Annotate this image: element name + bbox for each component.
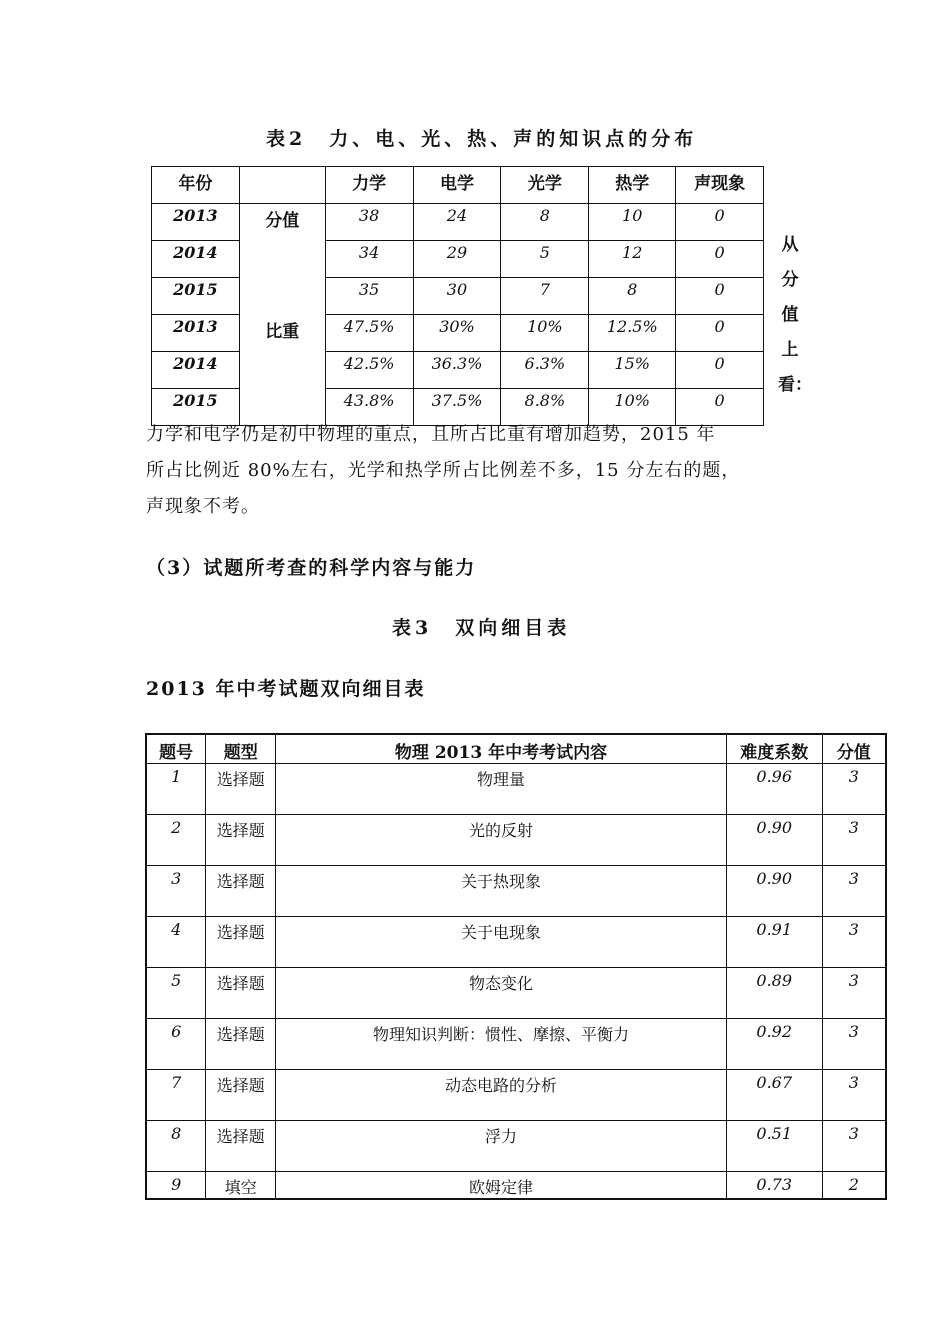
value-cell: 10% (589, 389, 676, 426)
value-cell: 42.5% (325, 352, 413, 389)
side-char: 分 (781, 270, 799, 290)
table-row (146, 917, 886, 968)
question-content: 动态电路的分析 (276, 1070, 727, 1121)
value-cell: 0 (676, 278, 764, 315)
value-cell: 37.5% (413, 389, 501, 426)
header-heat: 热学 (589, 167, 676, 204)
question-no: 8 (146, 1121, 206, 1172)
score: 3 (822, 815, 886, 866)
header-mechanics: 力学 (325, 167, 413, 204)
question-type: 选择题 (206, 968, 276, 1019)
value-cell: 0 (676, 204, 764, 241)
type-spacer (239, 241, 325, 278)
header-content: 物理 2013 年中考考试内容 (276, 734, 727, 764)
question-type: 选择题 (206, 917, 276, 968)
value-cell: 12.5% (589, 315, 676, 352)
question-content: 浮力 (276, 1121, 727, 1172)
question-no: 3 (146, 866, 206, 917)
question-type: 选择题 (206, 866, 276, 917)
header-electricity: 电学 (413, 167, 501, 204)
question-no: 9 (146, 1172, 206, 1200)
paragraph-line: 力学和电学仍是初中物理的重点，且所占比重有增加趋势，2015 年 (146, 424, 716, 445)
value-cell: 36.3% (413, 352, 501, 389)
value-cell: 7 (501, 278, 589, 315)
table-row (146, 1121, 886, 1172)
value-cell: 47.5% (325, 315, 413, 352)
question-content: 物理知识判断：惯性、摩擦、平衡力 (276, 1019, 727, 1070)
table-row (152, 315, 764, 352)
table-header-row (146, 734, 886, 764)
question-content: 物理量 (276, 764, 727, 815)
question-type: 选择题 (206, 1019, 276, 1070)
table-row (152, 278, 764, 315)
side-char: 值 (781, 305, 799, 325)
value-cell: 8 (589, 278, 676, 315)
score: 3 (822, 917, 886, 968)
side-text (778, 228, 812, 403)
header-optics: 光学 (501, 167, 589, 204)
table-row (146, 968, 886, 1019)
value-cell: 30 (413, 278, 501, 315)
knowledge-distribution-table (151, 166, 764, 426)
value-cell: 24 (413, 204, 501, 241)
value-cell: 29 (413, 241, 501, 278)
question-content: 光的反射 (276, 815, 727, 866)
header-sound: 声现象 (676, 167, 764, 204)
type-spacer (239, 278, 325, 315)
difficulty: 0.90 (726, 866, 822, 917)
value-cell: 0 (676, 389, 764, 426)
header-year: 年份 (152, 167, 240, 204)
header-score: 分值 (822, 734, 886, 764)
table-row (152, 204, 764, 241)
header-type: 题型 (206, 734, 276, 764)
value-cell: 8.8% (501, 389, 589, 426)
difficulty: 0.73 (726, 1172, 822, 1200)
paragraph-line: 声现象不考。 (146, 496, 260, 517)
header-difficulty: 难度系数 (726, 734, 822, 764)
value-cell: 0 (676, 352, 764, 389)
analysis-paragraph (146, 417, 806, 525)
paragraph-line: 所占比例近 80%左右，光学和热学所占比例差不多，15 分左右的题， (146, 460, 741, 481)
score: 3 (822, 764, 886, 815)
year-cell: 2014 (152, 352, 240, 389)
question-type: 选择题 (206, 764, 276, 815)
value-cell: 43.8% (325, 389, 413, 426)
type-spacer (239, 352, 325, 389)
value-cell: 8 (501, 204, 589, 241)
value-cell: 34 (325, 241, 413, 278)
question-no: 1 (146, 764, 206, 815)
question-content: 关于电现象 (276, 917, 727, 968)
difficulty: 0.92 (726, 1019, 822, 1070)
difficulty: 0.51 (726, 1121, 822, 1172)
question-no: 5 (146, 968, 206, 1019)
score: 2 (822, 1172, 886, 1200)
value-cell: 0 (676, 315, 764, 352)
section-heading: （3）试题所考查的科学内容与能力 (146, 557, 477, 579)
value-cell: 12 (589, 241, 676, 278)
question-content: 关于热现象 (276, 866, 727, 917)
value-cell: 30% (413, 315, 501, 352)
table-row (146, 866, 886, 917)
score: 3 (822, 1019, 886, 1070)
ratio-label: 比重 (239, 315, 325, 352)
exam-detail-table (145, 733, 887, 1200)
difficulty: 0.67 (726, 1070, 822, 1121)
score: 3 (822, 866, 886, 917)
value-cell: 38 (325, 204, 413, 241)
table-row (152, 241, 764, 278)
value-cell: 10 (589, 204, 676, 241)
question-type: 选择题 (206, 1121, 276, 1172)
side-char: 上 (781, 340, 799, 360)
table-row (152, 352, 764, 389)
value-cell: 35 (325, 278, 413, 315)
question-type: 填空 (206, 1172, 276, 1200)
question-content: 欧姆定律 (276, 1172, 727, 1200)
value-cell: 10% (501, 315, 589, 352)
difficulty: 0.89 (726, 968, 822, 1019)
side-char: 从 (781, 235, 799, 255)
table-header-row (152, 167, 764, 204)
year-cell: 2015 (152, 278, 240, 315)
table2-caption: 表2 力、电、光、热、声的知识点的分布 (266, 128, 698, 150)
table-row (146, 1019, 886, 1070)
score: 3 (822, 968, 886, 1019)
question-no: 7 (146, 1070, 206, 1121)
table-row (146, 1172, 886, 1200)
difficulty: 0.96 (726, 764, 822, 815)
year-cell: 2015 (152, 389, 240, 426)
header-no: 题号 (146, 734, 206, 764)
value-cell: 6.3% (501, 352, 589, 389)
year-cell: 2013 (152, 204, 240, 241)
difficulty: 0.90 (726, 815, 822, 866)
table3-caption: 表3 双向细目表 (392, 617, 571, 639)
score-label: 分值 (239, 204, 325, 241)
table-row (146, 764, 886, 815)
question-no: 6 (146, 1019, 206, 1070)
score: 3 (822, 1121, 886, 1172)
question-type: 选择题 (206, 815, 276, 866)
value-cell: 5 (501, 241, 589, 278)
table-row (146, 815, 886, 866)
difficulty: 0.91 (726, 917, 822, 968)
year-cell: 2013 (152, 315, 240, 352)
question-type: 选择题 (206, 1070, 276, 1121)
value-cell: 15% (589, 352, 676, 389)
header-blank (239, 167, 325, 204)
value-cell: 0 (676, 241, 764, 278)
score: 3 (822, 1070, 886, 1121)
table3-subtitle: 2013 年中考试题双向细目表 (146, 678, 426, 700)
year-cell: 2014 (152, 241, 240, 278)
question-content: 物态变化 (276, 968, 727, 1019)
question-no: 4 (146, 917, 206, 968)
table-row (146, 1070, 886, 1121)
side-char: 看： (778, 375, 812, 395)
question-no: 2 (146, 815, 206, 866)
